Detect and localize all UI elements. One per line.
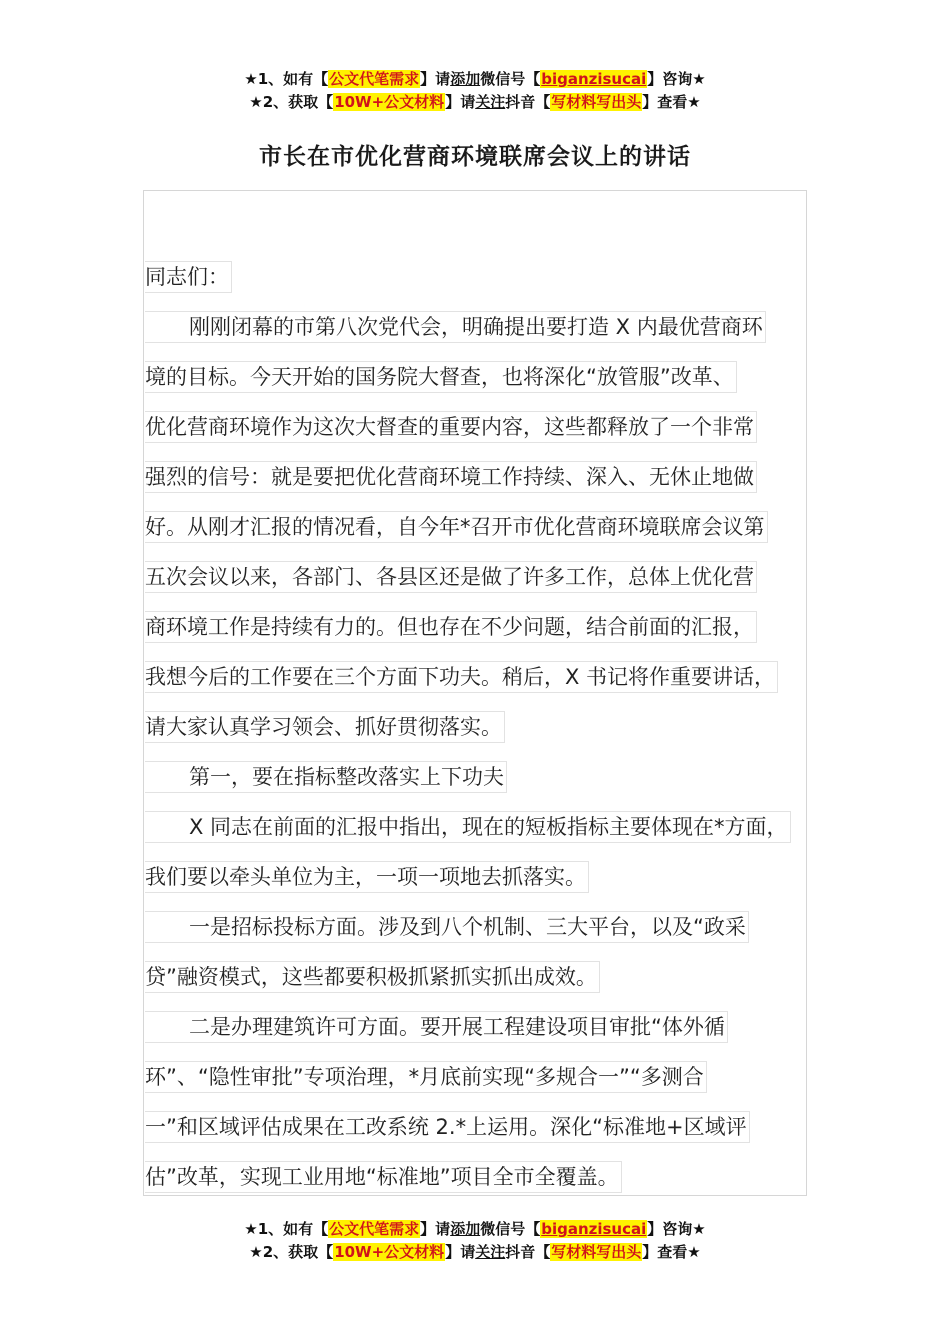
body-line: 贷”融资模式，这些都要积极抓紧抓实抓出成效。 xyxy=(145,952,825,1002)
banner-text: 】请 xyxy=(420,70,451,88)
banner-text: 】查看★ xyxy=(642,93,701,111)
banner-text: 抖音【 xyxy=(505,93,551,111)
body-line: 一是招标投标方面。涉及到八个机制、三大平台，以及“政采 xyxy=(145,902,825,952)
banner-text: ★2、获取【 xyxy=(249,93,334,111)
body-line: 境的目标。今天开始的国务院大督查，也将深化“放管服”改革、 xyxy=(145,352,825,402)
document-body xyxy=(145,252,825,1202)
banner-emphasis: 添加 xyxy=(450,1220,481,1238)
banner-text: ★1、如有【 xyxy=(244,1220,329,1238)
body-line: X 同志在前面的汇报中指出，现在的短板指标主要体现在*方面， xyxy=(145,802,825,852)
banner-text: ★2、获取【 xyxy=(249,1243,334,1261)
body-line: 环”、“隐性审批”专项治理，*月底前实现“多规合一”“多测合 xyxy=(145,1052,825,1102)
banner-highlight: 10W+公文材料 xyxy=(334,93,445,111)
body-line: 好。从刚才汇报的情况看，自今年*召开市优化营商环境联席会议第 xyxy=(145,502,825,552)
banner-emphasis: 关注 xyxy=(475,93,506,111)
body-line: 我们要以牵头单位为主，一项一项地去抓落实。 xyxy=(145,852,825,902)
banner-wechat-id: biganzisucai xyxy=(541,70,647,88)
body-line: 估”改革，实现工业用地“标准地”项目全市全覆盖。 xyxy=(145,1152,825,1202)
banner-line-2 xyxy=(0,1241,950,1264)
document-title: 市长在市优化营商环境联席会议上的讲话 xyxy=(259,144,691,170)
banner-text: 】请 xyxy=(420,1220,451,1238)
banner-text: 微信号【 xyxy=(480,70,541,88)
banner-highlight: 公文代笔需求 xyxy=(329,1220,420,1238)
banner-douyin-id: 写材料写出头 xyxy=(551,1243,642,1261)
banner-highlight: 公文代笔需求 xyxy=(329,70,420,88)
body-line: 一”和区域评估成果在工改系统 2.*上运用。深化“标准地+区域评 xyxy=(145,1102,825,1152)
banner-text: 】咨询★ xyxy=(647,70,706,88)
banner-emphasis: 添加 xyxy=(450,70,481,88)
banner-line-2 xyxy=(0,91,950,114)
banner-text: 抖音【 xyxy=(505,1243,551,1261)
body-line: 请大家认真学习领会、抓好贯彻落实。 xyxy=(145,702,825,752)
banner-text: ★1、如有【 xyxy=(244,70,329,88)
banner-line-1 xyxy=(0,1218,950,1241)
body-line: 五次会议以来，各部门、各县区还是做了许多工作，总体上优化营 xyxy=(145,552,825,602)
body-line: 优化营商环境作为这次大督查的重要内容，这些都释放了一个非常 xyxy=(145,402,825,452)
body-line: 强烈的信号：就是要把优化营商环境工作持续、深入、无休止地做 xyxy=(145,452,825,502)
banner-text: 微信号【 xyxy=(480,1220,541,1238)
banner-douyin-id: 写材料写出头 xyxy=(551,93,642,111)
banner-emphasis: 关注 xyxy=(475,1243,506,1261)
banner-text: 】请 xyxy=(445,93,476,111)
banner-text: 】查看★ xyxy=(642,1243,701,1261)
banner-text: 】请 xyxy=(445,1243,476,1261)
section-heading: 第一，要在指标整改落实上下功夫 xyxy=(145,752,825,802)
header-banner xyxy=(0,68,950,114)
body-line: 同志们： xyxy=(145,252,825,302)
banner-line-1 xyxy=(0,68,950,91)
body-line: 商环境工作是持续有力的。但也存在不少问题，结合前面的汇报， xyxy=(145,602,825,652)
banner-highlight: 10W+公文材料 xyxy=(334,1243,445,1261)
footer-banner xyxy=(0,1218,950,1264)
banner-text: 】咨询★ xyxy=(647,1220,706,1238)
body-line: 刚刚闭幕的市第八次党代会，明确提出要打造 X 内最优营商环 xyxy=(145,302,825,352)
body-line: 二是办理建筑许可方面。要开展工程建设项目审批“体外循 xyxy=(145,1002,825,1052)
banner-wechat-id: biganzisucai xyxy=(541,1220,647,1238)
body-line: 我想今后的工作要在三个方面下功夫。稍后，X 书记将作重要讲话， xyxy=(145,652,825,702)
